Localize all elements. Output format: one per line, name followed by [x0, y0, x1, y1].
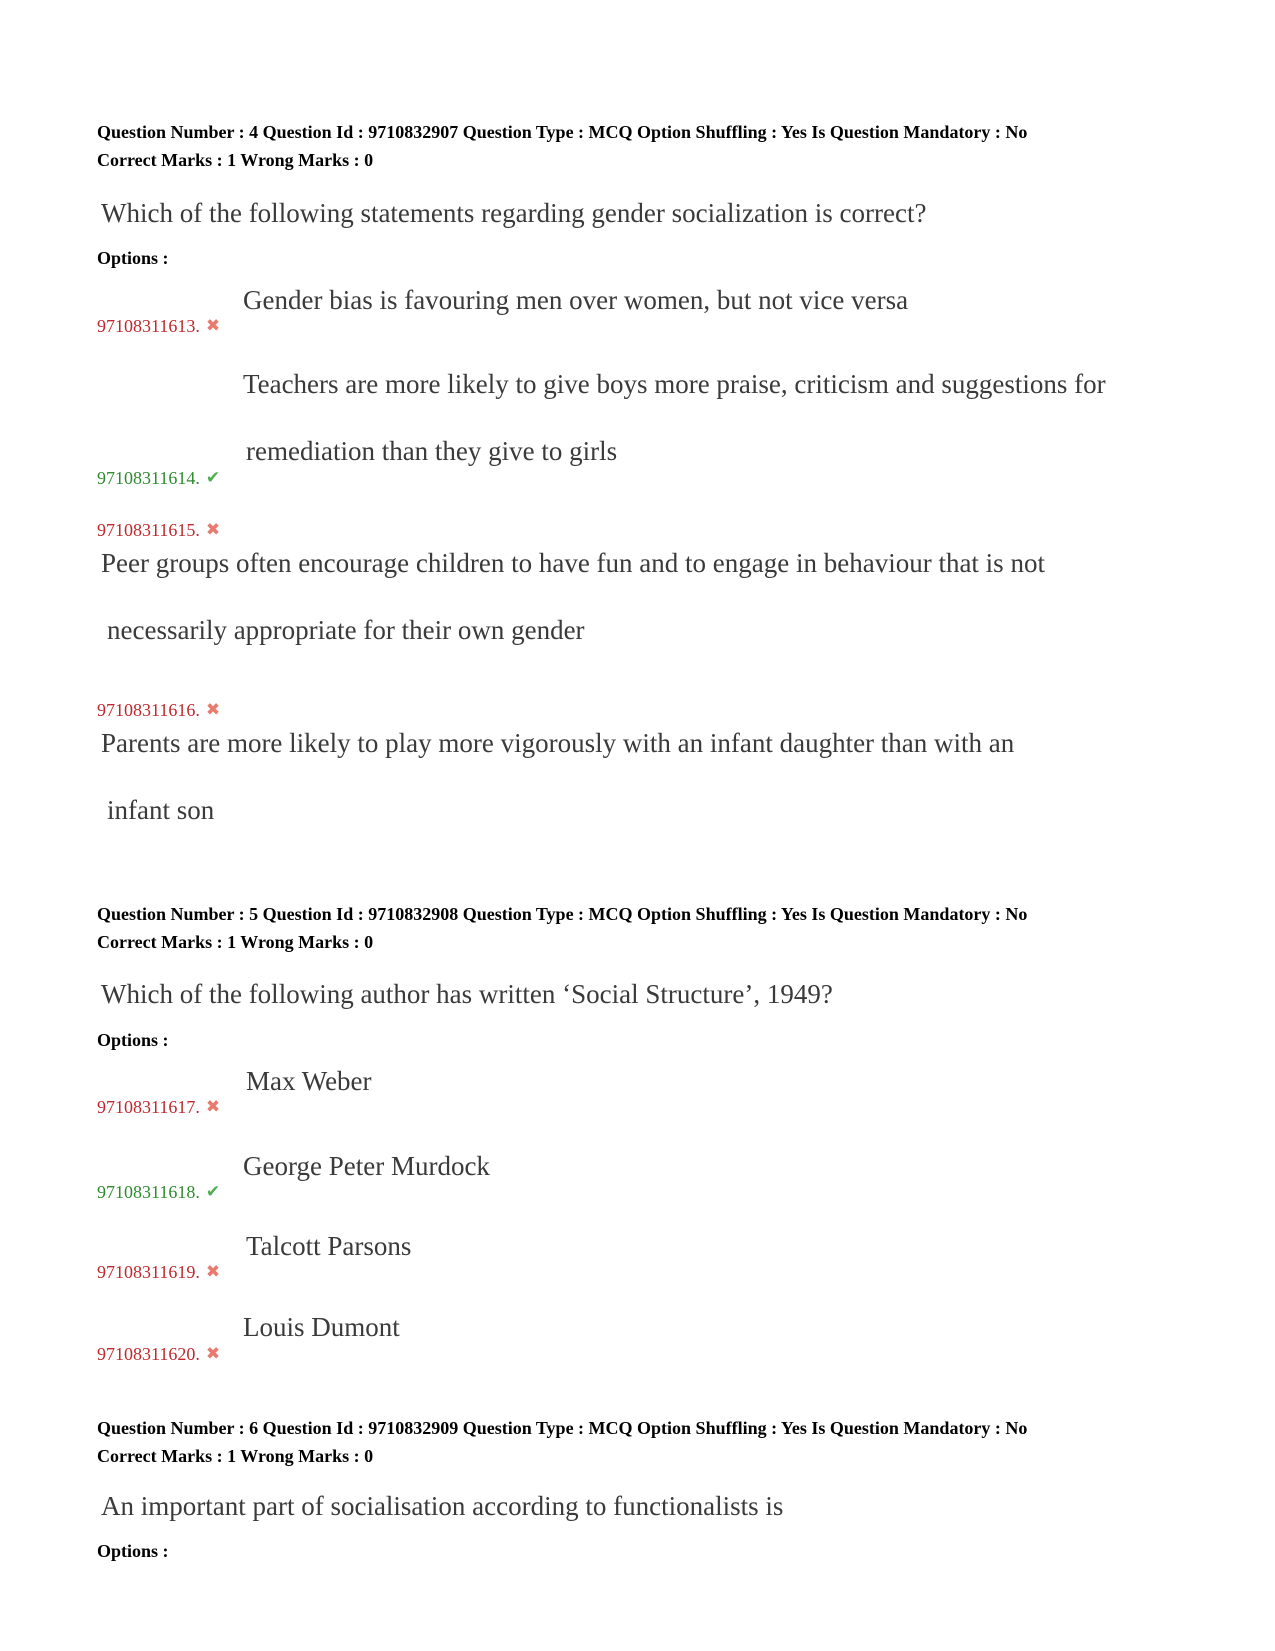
cross-icon: ✖: [205, 1344, 221, 1363]
question-4-options-label: Options :: [97, 248, 169, 268]
option-id-label: 97108311620.: [97, 1344, 200, 1364]
question-4-text: Which of the following statements regarding gender socialization is correct?: [101, 198, 927, 228]
check-icon: ✔: [205, 468, 221, 487]
option-text: infant son: [107, 795, 215, 825]
option-id-label: 97108311614.: [97, 468, 200, 488]
question-4-meta-line1: Question Number : 4 Question Id : 9710832907 Question Type : MCQ Option Shuffling : Yes Is Question Mandatory : No: [97, 122, 1028, 142]
option-id-label: 97108311615.: [97, 520, 200, 540]
option-id: [97, 314, 220, 338]
option-text: Louis Dumont: [243, 1312, 400, 1342]
option-id: [97, 518, 220, 542]
question-5-text: Which of the following author has written ‘Social Structure’, 1949?: [101, 979, 833, 1009]
option-text: Gender bias is favouring men over women, but not vice versa: [243, 285, 909, 315]
option-id: [97, 1180, 220, 1204]
option-text: George Peter Murdock: [243, 1151, 490, 1181]
question-5-options-label: Options :: [97, 1030, 169, 1050]
question-5-meta-line2: Correct Marks : 1 Wrong Marks : 0: [97, 932, 374, 952]
question-6-meta-line1: Question Number : 6 Question Id : 9710832909 Question Type : MCQ Option Shuffling : Yes Is Question Mandatory : No: [97, 1418, 1028, 1438]
check-icon: ✔: [205, 1182, 221, 1201]
option-id-label: 97108311618.: [97, 1182, 200, 1202]
option-id-label: 97108311616.: [97, 700, 200, 720]
option-text: Teachers are more likely to give boys more praise, criticism and suggestions for: [243, 369, 1106, 399]
question-6-options-label: Options :: [97, 1541, 169, 1561]
option-text: Peer groups often encourage children to have fun and to engage in behaviour that is not: [101, 548, 1045, 578]
option-text: Parents are more likely to play more vigorously with an infant daughter than with an: [101, 728, 1015, 758]
option-text: Talcott Parsons: [246, 1231, 412, 1261]
cross-icon: ✖: [205, 700, 221, 719]
option-id-label: 97108311619.: [97, 1262, 200, 1282]
option-id: [97, 1342, 220, 1366]
option-id-label: 97108311617.: [97, 1097, 200, 1117]
option-id: [97, 1095, 220, 1119]
option-id: [97, 1260, 220, 1284]
cross-icon: ✖: [205, 1262, 221, 1281]
option-text: necessarily appropriate for their own gender: [107, 615, 585, 645]
option-text: remediation than they give to girls: [246, 436, 618, 466]
option-text: Max Weber: [246, 1066, 372, 1096]
cross-icon: ✖: [205, 520, 221, 539]
cross-icon: ✖: [205, 316, 221, 335]
option-id: [97, 698, 220, 722]
option-id-label: 97108311613.: [97, 316, 200, 336]
question-6-meta-line2: Correct Marks : 1 Wrong Marks : 0: [97, 1446, 374, 1466]
question-4-meta-line2: Correct Marks : 1 Wrong Marks : 0: [97, 150, 374, 170]
question-6-text: An important part of socialisation according to functionalists is: [101, 1491, 784, 1521]
option-id: [97, 466, 220, 490]
question-5-meta-line1: Question Number : 5 Question Id : 9710832908 Question Type : MCQ Option Shuffling : Yes Is Question Mandatory : No: [97, 904, 1028, 924]
cross-icon: ✖: [205, 1097, 221, 1116]
